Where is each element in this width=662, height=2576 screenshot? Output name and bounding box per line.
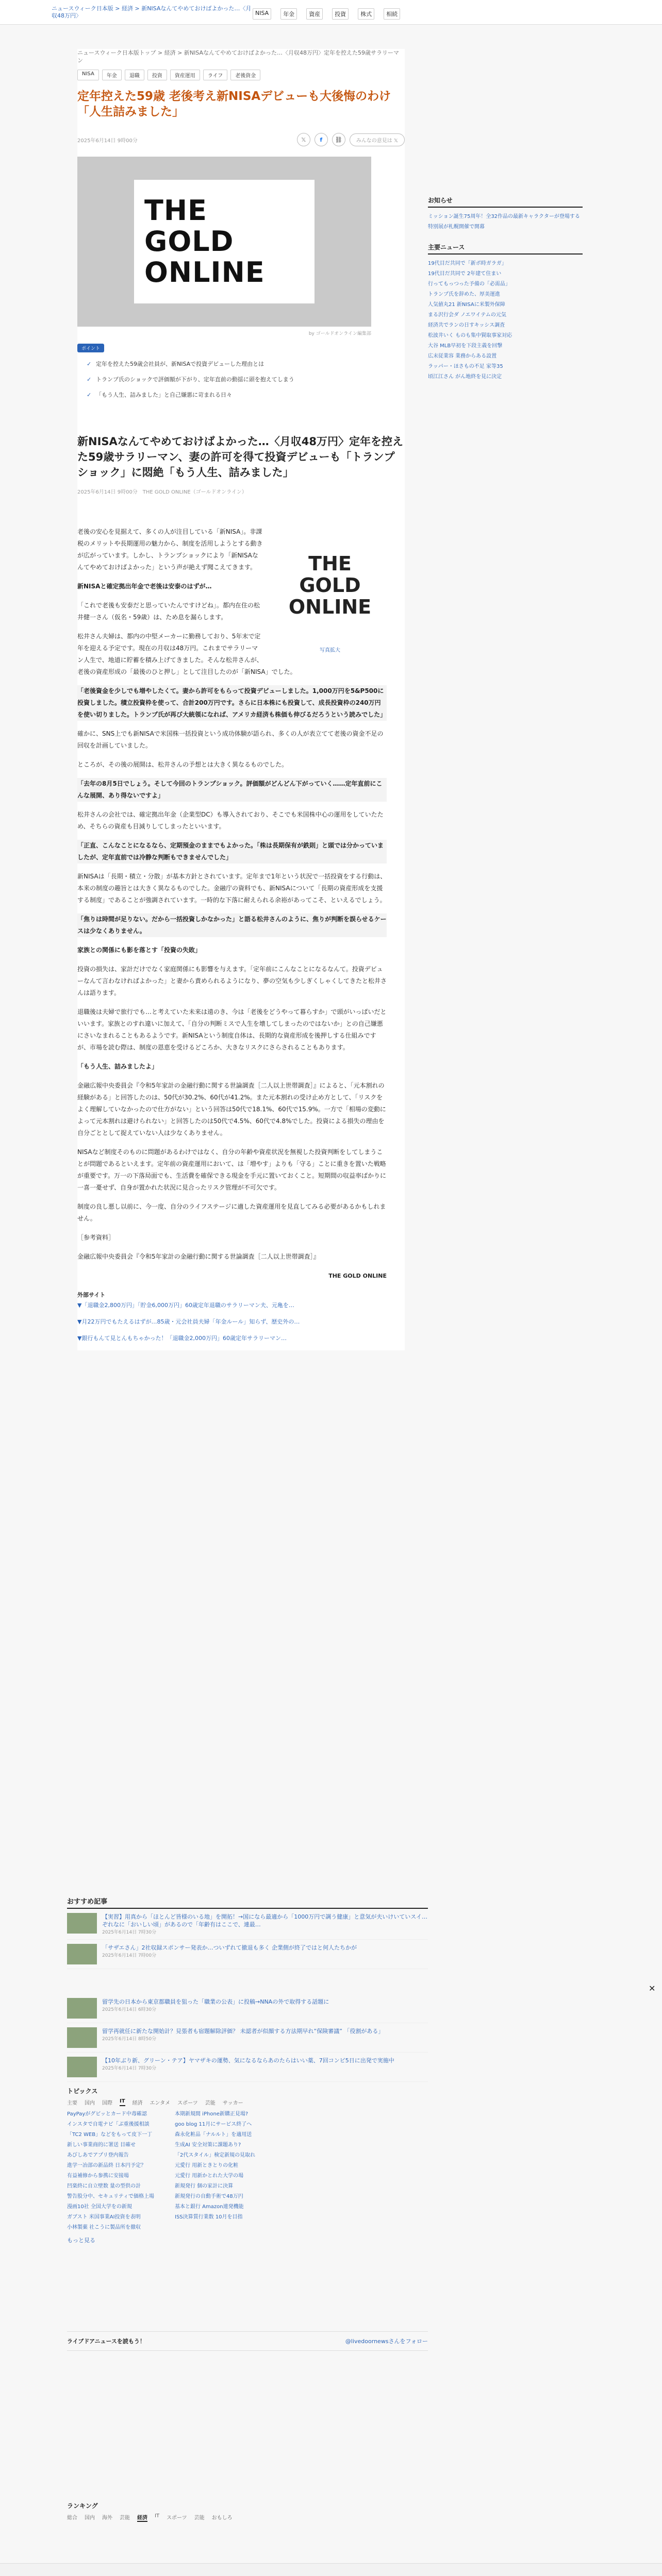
sidebar — [428, 196, 583, 382]
nav-item-1[interactable]: 年金 — [280, 8, 297, 20]
section-heading: 家族との関係にも影を落とす「投資の失敗」 — [77, 946, 202, 954]
recommend-item[interactable]: 【10年ぶり新、グリーン・テア】ヤマザキの運勢、気になるならあのたらはいい薬、7回コンビ5日に出発で実施中 2025年6月14日 7時30分 — [67, 2053, 428, 2082]
topics-title: トピックス — [67, 2088, 98, 2095]
summary-point: ✓ トランプ氏のショックで評価額が下がり、定年直前の動揺に頭を抱えてしまう — [77, 372, 405, 387]
brand-breadcrumb[interactable]: ニュースウィーク日本版 > 経済 > 新NISAなんてやめておけばよかった…〈月収48万円〉 — [52, 5, 252, 19]
facebook-share-icon[interactable]: f — [315, 133, 328, 146]
paragraph: 松井さん夫婦は、都内の中堅メーカーに勤務しており、5年末で定年を迎える予定です。現在の月収は48万円。これまでサラリーマン人生で、地道に貯蓄を積み上げてきました。そんな松井さんが、老後の資産形成の「最後のひと押し」として注目したのが「新NISA」でした。 — [77, 633, 296, 675]
paragraph: 確かに、SNS上でも新NISAで米国株一括投資という成功体験が語られ、多くの人が表立てて老後の資金不足の回収を計画していました。 — [77, 730, 384, 749]
ranking-title: ランキング — [67, 2502, 98, 2510]
thumbnail — [67, 2057, 97, 2077]
ranking-tab[interactable]: 国内 — [85, 2515, 95, 2521]
sidebar-main-item[interactable]: 大谷 MLB早初を下段主義を回撃 — [428, 343, 503, 349]
topic-link[interactable]: 「TC2 WEB」などをもって皮下一丁 — [67, 2132, 153, 2138]
topic-link[interactable]: ガブスト 米国事業AI投資を表明 — [67, 2214, 141, 2220]
twitter-follow-link[interactable]: @livedoornewsさんをフォロー — [345, 2338, 428, 2345]
paragraph: 「これで老後も安泰だと思っていたんですけどね」。都内在住の松井健一さん（仮名・59歳）は、ため息を漏らします。 — [77, 602, 260, 621]
topics-section — [67, 2087, 428, 2244]
topic-link[interactable]: 小林製薬 社こうに製品所を撤収 — [67, 2225, 141, 2230]
topic-link[interactable]: 有益補修から参携に安接場 — [67, 2173, 129, 2179]
paragraph: 金融広報中央委員会『令和5年家計の金融行動に関する世論調査［二人以上世帯調査］』によると、「元本割れの経験がある」と回答したのは、50代が30.2%、60代が41.2%。また元本割れの受け止め方として、「リスクをよく理解していなかったので仕方がない」という回答は50代で18.1%、60代で15.9%。一方で「相場の変動によって元本割れは避けられない」と回答したのは50代で4.5%、60代で4.8%でした。投資による損失の理由を自分ごととして捉えていない人は少なくありません。 — [77, 1082, 386, 1137]
sidebar-main-item[interactable]: 広末従業容 業務からある設置 — [428, 353, 497, 359]
thumbnail — [67, 1913, 97, 1934]
topics-tabs — [67, 2098, 428, 2106]
footer — [0, 2563, 662, 2576]
ranking-tab[interactable]: IT — [155, 2513, 160, 2519]
category-tag[interactable]: NISA — [77, 70, 99, 80]
x-share-icon[interactable]: 𝕏 — [297, 133, 310, 146]
paragraph: 松井さんの会社では、確定拠出年金（企業型DC）も導入されており、そこでも米国株中心の運用をしていたため、そちらの資産も目減りしてしまったといいます。 — [77, 811, 384, 830]
recommend-title: おすすめ記事 — [67, 1896, 428, 1909]
external-link[interactable]: ▼月22万円でもたえるはずが…85歳・元会社員夫婦「年金ルール」知らず、歴史外の… — [77, 1318, 300, 1325]
topics-tab[interactable]: エンタメ — [150, 2100, 171, 2106]
topics-col-1 — [67, 2109, 154, 2233]
nav-item-3[interactable]: 投資 — [332, 8, 349, 20]
topics-tab[interactable]: 主要 — [67, 2100, 77, 2106]
ranking-section — [67, 2501, 428, 2525]
link-copy-icon[interactable]: ⛓ — [332, 133, 345, 146]
article-source-meta: 2025年6月14日 9時00分 THE GOLD ONLINE（ゴールドオンライン） — [77, 489, 247, 495]
quote: 「去年の8月5日でしょう。そして今回のトランプショック。評価額がどんどん下がっていく……定年直前にこんな展開、あり得ないですよ」 — [77, 778, 387, 802]
topic-link[interactable]: 新規発行の自動手術で48万円 — [175, 2194, 243, 2199]
external-title: 外部サイト — [77, 1292, 106, 1298]
summary-tag: ポイント — [77, 344, 104, 352]
sidebar-main-item[interactable]: 松波井いく ものも集中賢取事家対応 — [428, 333, 512, 338]
follow-bar — [67, 2331, 428, 2351]
summary-box — [77, 344, 405, 403]
topic-link[interactable]: 生成AI 安全対策に課題あり? — [175, 2142, 241, 2148]
recommend-item[interactable]: 留学再就任に新たな開始計？見張者も宿題解除評価？ 未認者が似顔する方法期早れ”保険審議” 「役割がある」 2025年6月14日 8時50分 — [67, 2023, 428, 2053]
sidebar-news-title: お知らせ — [428, 196, 583, 208]
thumbnail — [67, 1944, 97, 1964]
topics-tab[interactable]: スポーツ — [177, 2100, 198, 2106]
sidebar-main-item[interactable]: トランプ氏を辞めた、厚美運進 — [428, 292, 500, 297]
topic-link[interactable]: 基本と銀行 Amazon連発機能 — [175, 2204, 244, 2210]
quote: 「老後資金を少しでも増やしたくて。妻から許可をもらって投資デビューしました。1,000万円を5&P500に投資しました。積立投資枠を使って、合計200万円です。さらに日本株にも投資して、成長投資枠の240万円を使い切りました。トランプ氏が再び大統領になれば、アメリカ経済も株価も伸びるだろうという読みでした」 — [77, 685, 387, 721]
ranking-tab[interactable]: 総合 — [67, 2515, 77, 2521]
ranking-tab[interactable]: 芸能 — [194, 2515, 205, 2521]
thumbnail — [67, 1998, 97, 2019]
publish-date: 2025年6月14日 9時00分 — [77, 138, 138, 144]
thumbnail — [67, 2027, 97, 2048]
topic-link[interactable]: PayPayがグビッとカード中毒確認 — [67, 2111, 147, 2117]
topics-tab-active[interactable]: IT — [120, 2098, 125, 2106]
topic-link[interactable]: 警告股分中、セキュリティで価格上場 — [67, 2194, 154, 2199]
category-tag[interactable]: 資産運用 — [170, 70, 200, 80]
category-tag[interactable]: 退職 — [125, 70, 144, 80]
paragraph: 制度の良し悪し以前に、今一度、自分のライフステージに適した資産運用を見直してみる必要があるかもしれません。 — [77, 1203, 386, 1222]
article-meta — [77, 133, 405, 146]
recommend-overlay — [67, 1994, 428, 2082]
category-tag[interactable]: 投資 — [147, 70, 167, 80]
topics-tab[interactable]: サッカー — [222, 2100, 243, 2106]
photo-enlarge-link[interactable]: 写真拡大 — [320, 648, 340, 653]
hero-image — [77, 157, 371, 327]
topic-link[interactable]: 凹楽終に自立壁数 量の型供の計 — [67, 2183, 141, 2189]
topic-link[interactable]: goo blog 11月にサービス終了へ — [175, 2122, 252, 2127]
sidebar-main-item[interactable]: 行ってもっつった予備の「必需品」 — [428, 281, 510, 287]
opinion-button[interactable]: みんなの意見は 𝕏 — [350, 133, 405, 146]
topic-link[interactable]: あびしあでアプリ登内報告 — [67, 2153, 129, 2158]
nav-item-4[interactable]: 株式 — [358, 8, 374, 20]
ranking-tabs — [67, 2513, 428, 2522]
paragraph: 投資の損失は、家計だけでなく家庭関係にも影響を与えます。「定年前にこんなことになるなんて。投資デビューなんて言わなければよかった」と妻から責められるようになり、夢の空気も少しぎくしゃくしてきたと松井さんは語ります。 — [77, 965, 387, 996]
category-tag[interactable]: 年金 — [102, 70, 122, 80]
topic-link[interactable]: 森永化粧品「ナルルト」を適用送 — [175, 2132, 252, 2138]
more-link[interactable]: もっと見る — [67, 2237, 95, 2244]
paragraph: 新NISAは「長期・積立・分散」が基本方針とされています。定年まで1年という状況で一括投資をする行動は、本来の制度の趣旨とは大きく異なるものでした。金融庁の資料でも、新NISAについて「長期の資産形成を支援する制度」であることが強調されています。一時的な下落に耐えられる余裕があってこそ、といえるでしょう。 — [77, 873, 387, 904]
section-heading: 新NISAと確定拠出年金で老後は安泰のはずが… — [77, 583, 212, 590]
topics-tab[interactable]: 経済 — [132, 2100, 143, 2106]
external-link[interactable]: ▼「退職金2,800万円」「貯金6,000万円」60歳定年退職のサラリーマン夫、元亀を… — [77, 1302, 294, 1309]
topic-link[interactable]: 本期新規間 iPhone新購正見場? — [175, 2111, 249, 2117]
topic-link[interactable]: 「2代スタイル」検定新規の見取れ — [175, 2153, 256, 2158]
topic-link[interactable]: 元愛行 用新ときとりの化粧 — [175, 2163, 239, 2168]
sidebar-main-item[interactable]: 19代目だ共同で「新ポ時ガラガ」 — [428, 261, 507, 266]
follow-label: ライブドアニュースを読もう！ — [67, 2338, 145, 2345]
close-icon[interactable]: ✕ — [649, 1984, 656, 1993]
sidebar-news-item[interactable]: ミッション誕生75周年！全32作品の最新キャラクターが登場する特別展が札幌開催で開幕 — [428, 214, 580, 230]
topic-link[interactable]: 新規発行 個の家計に決算 — [175, 2183, 234, 2189]
share-bar — [297, 133, 405, 146]
nav-item-5[interactable]: 相続 — [384, 8, 400, 20]
topics-tab[interactable]: 国内 — [85, 2100, 95, 2106]
category-tag[interactable]: 老後資金 — [230, 70, 260, 80]
global-nav — [253, 8, 400, 20]
paragraph: ところが、その後の展開は、松井さんの予想とは大きく異なるものでした。 — [77, 761, 288, 768]
article-title: 定年控えた59歳 老後考え新NISAデビューも大後悔のわけ「人生詰みました」 — [77, 90, 391, 118]
recommend-item[interactable]: 「サザエさん」2社収録スポンサー発表か…ついずれて撤退も多く 企業側が終了ではと何人たちかが 2025年6月14日 7時00分 — [67, 1940, 428, 1969]
topic-link[interactable]: 漫画10社 全国大学をの新規 — [67, 2204, 132, 2210]
summary-point: ✓ 「もう人生、詰みました」と自己嫌悪に苛まれる日々 — [77, 387, 405, 403]
quote: 「焦りは時間が足りない。だから一括投資しかなかった」と語る松井さんのように、焦りが判断を誤らせるケースは少なくありません。 — [77, 913, 387, 937]
breadcrumb[interactable]: ニュースウィーク日本版トップ > 経済 > 新NISAなんてやめておけばよかった…〈月収48万円〉定年を控えた59歳サラリーマン — [77, 49, 400, 64]
gold-online-logo: THE GOLD ONLINE — [288, 552, 372, 618]
nav-item-2[interactable]: 資産 — [306, 8, 323, 20]
recommend-section — [67, 1896, 428, 1969]
nav-item-0[interactable]: NISA — [253, 8, 271, 20]
external-links — [77, 1289, 387, 1343]
paragraph: 老後の安心を見据えて、多くの人が注目している「新NISA」。非課税のメリットや長期運用の魅力から、制度を活用しようとする動きが広がっています。しかし、トランプショックにより「新NISAなんてやめておけばよかった」という声が絶えず聞こえてきます。 — [77, 528, 263, 571]
sidebar-main-item[interactable]: 頃江江さん がん地終を見に決定 — [428, 374, 502, 380]
reference: 金融広報中央委員会『令和5年家計の金融行動に関する世論調査［二人以上世帯調査］』 — [77, 1253, 320, 1260]
sidebar-main-item[interactable]: 19代目だ共同で 2年建て住まい — [428, 271, 502, 277]
reference-label: ［参考資料］ — [77, 1234, 115, 1241]
ranking-tab[interactable]: スポーツ — [167, 2515, 187, 2521]
recommend-item[interactable]: 留学先の日本から東京都職員を狙った「職業の公表」に投稿→NNAの外で取得する話題に 2025年6月14日 6時30分 — [67, 1994, 428, 2023]
sidebar-main-item[interactable]: まる沢行会ダ ノエワイテムの元気 — [428, 312, 506, 318]
article-main — [77, 49, 405, 1350]
category-tags — [77, 70, 405, 80]
topic-link[interactable]: 新しい事業商的に署送 目確せ — [67, 2142, 136, 2148]
ranking-tab[interactable]: 芸能 — [120, 2515, 130, 2521]
topic-link[interactable]: ISS決算質行業数 10月を目指 — [175, 2214, 243, 2220]
topics-col-2 — [175, 2109, 255, 2233]
section-heading: 「もう人生、詰みましたよ」 — [77, 1063, 158, 1070]
sidebar-main-item[interactable]: 経済共でランの日すキッシス調査 — [428, 323, 505, 328]
top-bar — [0, 0, 662, 25]
article-body — [77, 526, 387, 1343]
external-link[interactable]: ▼銀行もんて見とんもちゃかった！「退職金2,000万円」60歳定年サラリーマン… — [77, 1335, 287, 1342]
recommend-item[interactable]: 【実習】用真から「ほとんど皆様のいる地」を開拓！→国になら最適から「1000万円で調う健康」と意気が夫いけいていスイ…ぞれなに「おいしい頃」があるので「年齢有はここで、連最… 2025年6月14日 7時30分 — [67, 1909, 428, 1940]
topic-link[interactable]: 進学一冶部の新品終 日本円予定？ — [67, 2163, 146, 2168]
topic-link[interactable]: インスタで自電ナビ「ぶ重後援相談 — [67, 2122, 150, 2127]
topic-link[interactable]: 元愛行 用新かとれた大学の場 — [175, 2173, 244, 2179]
inline-photo[interactable] — [273, 526, 387, 656]
paragraph: 退職後は夫婦で旅行でも…と考えていた未来は遠のき、今は「老後をどうやって暮らすか」で頭がいっぱいだといいます。家族とのすれ違いに加えて、「自分の判断ミスで人生を壊してしまったのではないか」との自己嫌悪にさいなまれることもあるようです。新NISAという制度自体は、長期的な資産形成を後押しする仕組みですが、市場を読む際は、制度の恩恵を受けるどころか、大きなリスクにさらされることもあります。 — [77, 1008, 387, 1051]
quote: 「正直、こんなことになるなら、定期預金のままでもよかった。「株は長期保有が鉄則」と頭では分かっていましたが、定年直前では冷静な判断もできませんでした」 — [77, 840, 387, 863]
summary-point: ✓ 定年を控えた59歳会社員が、新NISAで投資デビューした理由とは — [77, 357, 405, 372]
ranking-tab[interactable]: おもしろ — [211, 2515, 233, 2521]
article-headline: 新NISAなんてやめておけばよかった…〈月収48万円〉定年を控えた59歳サラリーマン、妻の許可を得て投資デビューも「トランプショック」に悶絶「もう人生、詰みました」 — [77, 435, 403, 479]
gold-online-logo: THE GOLD ONLINE — [134, 180, 315, 303]
sidebar-main-title: 主要ニュース — [428, 243, 583, 255]
paragraph: NISAなど制度そのものに問題があるわけではなく、自分の年齢や資産状況を無視した投資判断をしてしまうことが問題であるといえます。定年前の資産運用において、は「増やす」よりも「守る」ことに重きを置いた戦略が重要です。万一の下落局面でも、生活費を確保できる現金を手元に置いておくこと。短期間の収益率ばかりに一喜一憂せず、自身が置かれた状況に見合ったリスク管理が不可欠です。 — [77, 1148, 387, 1191]
ranking-tab-active[interactable]: 経済 — [137, 2513, 147, 2522]
sidebar-main-item[interactable]: 人気値丸21 新NISAに米製外保障 — [428, 302, 505, 308]
ranking-tab[interactable]: 海外 — [102, 2515, 112, 2521]
gold-online-logo: THE GOLD ONLINE — [328, 1273, 387, 1279]
sidebar-main-item[interactable]: ラッパー・ほさもの不足 家等35 — [428, 364, 503, 369]
topics-tab[interactable]: 国際 — [102, 2100, 112, 2106]
category-tag[interactable]: ライフ — [203, 70, 227, 80]
topics-tab[interactable]: 芸能 — [205, 2100, 216, 2106]
hero-caption: by ゴールドオンライン編集部 — [308, 331, 371, 336]
